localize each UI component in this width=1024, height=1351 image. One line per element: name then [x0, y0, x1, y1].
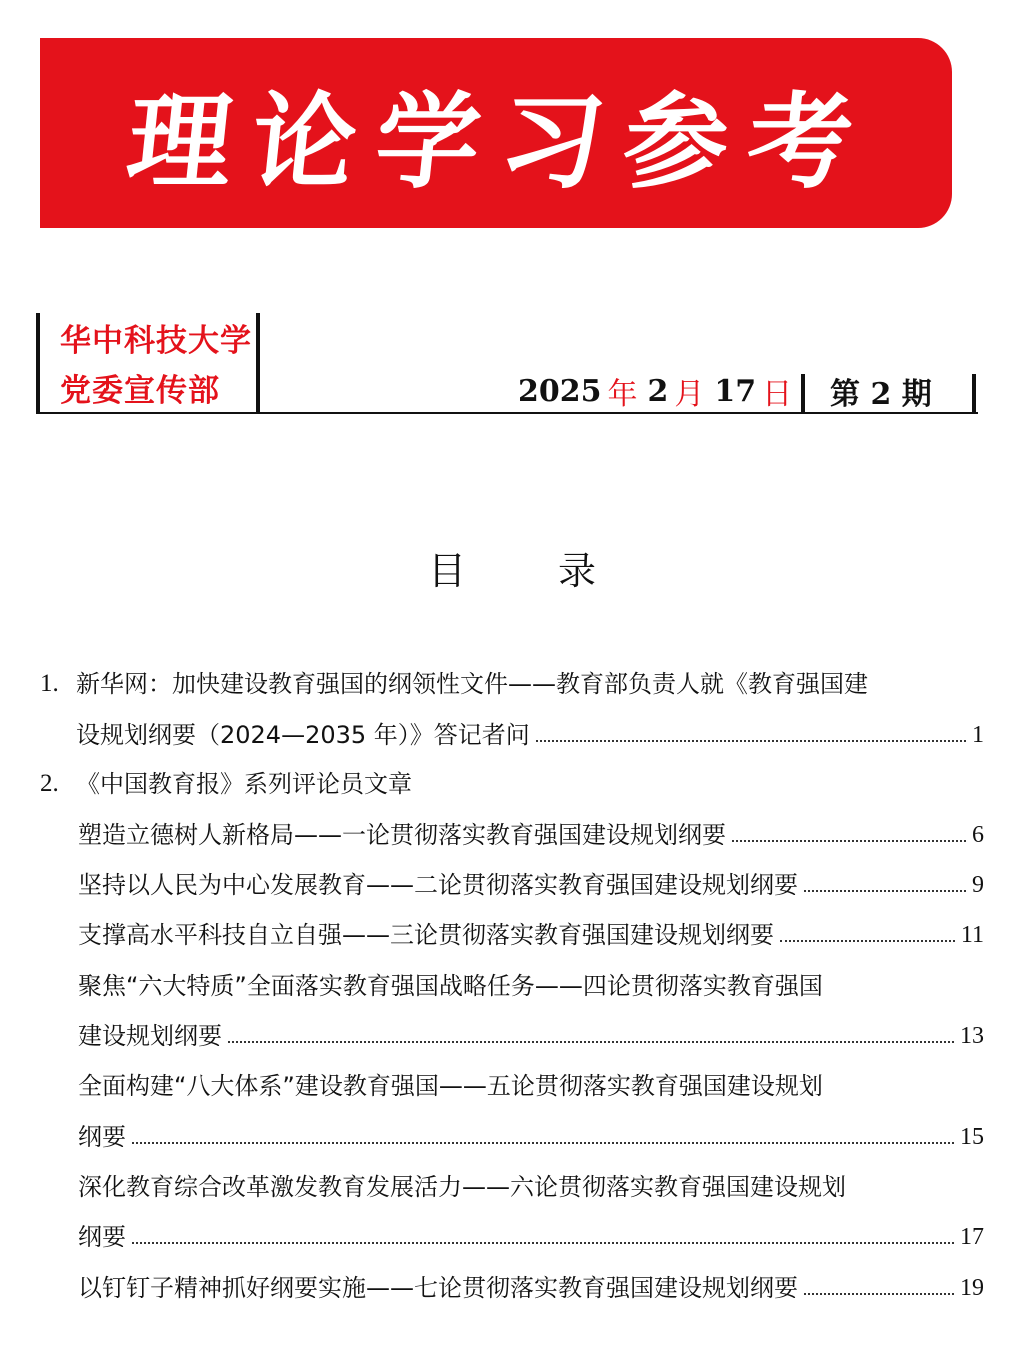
leader-dots	[804, 1293, 954, 1295]
toc-item-title-cont: 纲要	[78, 1123, 126, 1151]
date-year: 2025	[518, 373, 602, 409]
toc-item[interactable]	[0, 863, 1024, 907]
issue-number: 第 2 期	[830, 377, 932, 412]
publisher-box	[36, 313, 260, 413]
toc-item-continued[interactable]	[0, 1115, 1024, 1159]
publisher-department: 党委宣传部	[60, 373, 220, 409]
date-month: 2	[647, 373, 669, 409]
toc-section-title: 《中国教育报》系列评论员文章	[76, 770, 412, 798]
toc-item-title: 塑造立德树人新格局——一论贯彻落实教育强国建设规划纲要	[78, 821, 726, 849]
header-rule	[36, 412, 978, 414]
toc-item[interactable]	[0, 964, 1024, 1008]
publisher-university: 华中科技大学	[60, 323, 252, 359]
toc-item-title: 以钉钉子精神抓好纲要实施——七论贯彻落实教育强国建设规划纲要	[78, 1274, 798, 1302]
leader-dots	[132, 1142, 954, 1144]
publication-title: 理论学习参考	[121, 80, 879, 203]
toc-page-number: 9	[972, 872, 984, 898]
leader-dots	[804, 890, 966, 892]
toc-item-continued[interactable]	[0, 1014, 1024, 1058]
date-day: 17	[714, 373, 757, 409]
toc-page-number: 11	[960, 922, 984, 948]
toc-page-number: 17	[960, 1224, 984, 1250]
toc-item-number: 2.	[40, 770, 59, 797]
toc-page-number: 1	[972, 722, 984, 748]
date-day-unit: 日	[762, 377, 793, 412]
toc-item-number: 1.	[40, 670, 59, 697]
leader-dots	[132, 1242, 954, 1244]
toc-leader	[78, 1215, 984, 1259]
toc-item-continued[interactable]	[0, 1215, 1024, 1259]
date-year-unit: 年	[607, 377, 638, 412]
toc-heading: 目 录	[427, 549, 637, 593]
toc-leader	[78, 913, 984, 957]
toc-item-title-cont: 纲要	[78, 1223, 126, 1251]
toc-item[interactable]	[0, 813, 1024, 857]
issue-date	[518, 369, 802, 413]
toc-leader	[78, 1014, 984, 1058]
toc-item-title-cont: 建设规划纲要	[78, 1022, 222, 1050]
toc-page-number: 19	[960, 1275, 984, 1301]
toc-leader	[78, 813, 984, 857]
toc-item-title: 坚持以人民为中心发展教育——二论贯彻落实教育强国建设规划纲要	[78, 871, 798, 899]
toc-page-number: 6	[972, 822, 984, 848]
toc-page-number: 13	[960, 1023, 984, 1049]
toc-item-title: 聚焦“六大特质”全面落实教育强国战略任务——四论贯彻落实教育强国	[78, 972, 823, 1000]
issue-separator	[972, 374, 976, 414]
leader-dots	[732, 840, 966, 842]
toc-item-title: 支撑高水平科技自立自强——三论贯彻落实教育强国建设规划纲要	[78, 921, 774, 949]
toc-item[interactable]	[0, 1064, 1024, 1108]
leader-dots	[536, 740, 966, 742]
toc-leader	[78, 1266, 984, 1310]
leader-dots	[780, 940, 955, 942]
toc-item[interactable]	[0, 662, 1024, 706]
toc-leader	[78, 1115, 984, 1159]
date-separator	[801, 374, 805, 414]
toc-item-title: 新华网：加快建设教育强国的纲领性文件——教育部负责人就《教育强国建	[76, 670, 868, 698]
toc-item[interactable]	[0, 913, 1024, 957]
toc-page-number: 15	[960, 1124, 984, 1150]
toc-item-title-cont: 设规划纲要（2024—2035 年）》答记者问	[76, 721, 530, 749]
toc-leader	[76, 713, 984, 757]
toc-item[interactable]	[0, 1266, 1024, 1310]
date-month-unit: 月	[674, 377, 705, 412]
toc-item[interactable]	[0, 1165, 1024, 1209]
toc-section[interactable]	[0, 762, 1024, 806]
toc-item-title: 深化教育综合改革激发教育发展活力——六论贯彻落实教育强国建设规划	[78, 1173, 846, 1201]
title-banner	[40, 38, 952, 228]
leader-dots	[228, 1041, 954, 1043]
toc-item-title: 全面构建“八大体系”建设教育强国——五论贯彻落实教育强国建设规划	[78, 1072, 823, 1100]
toc-item-continued[interactable]	[0, 713, 1024, 757]
toc-leader	[78, 863, 984, 907]
